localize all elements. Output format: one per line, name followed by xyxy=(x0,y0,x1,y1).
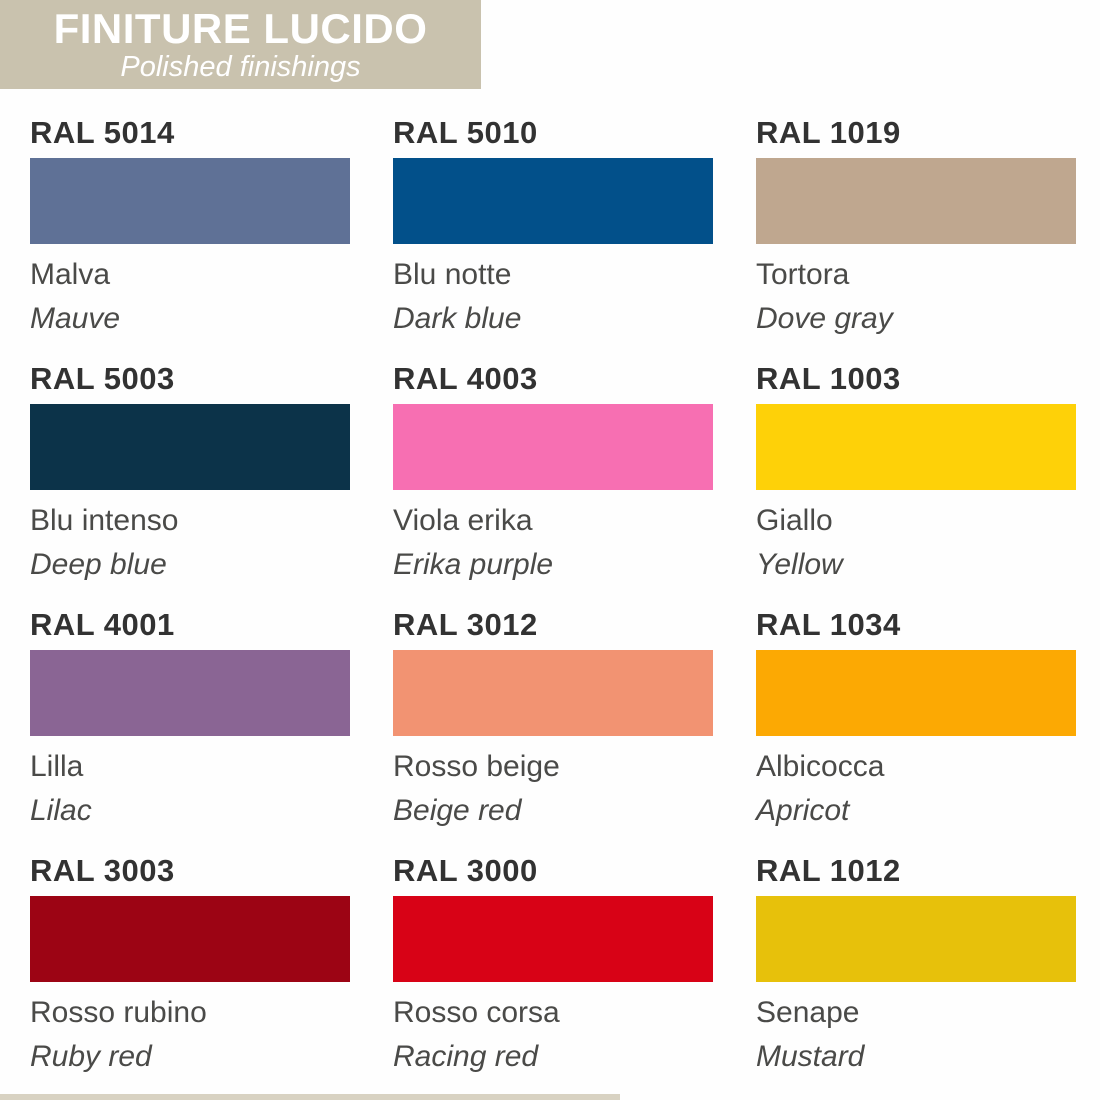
color-name-italian: Blu notte xyxy=(393,258,512,291)
color-name-english: Deep blue xyxy=(30,548,167,581)
color-swatch xyxy=(393,404,713,490)
next-section-banner-edge xyxy=(0,1094,620,1100)
ral-code: RAL 1003 xyxy=(756,361,901,396)
header-banner xyxy=(0,0,481,89)
ral-code: RAL 3012 xyxy=(393,607,538,642)
ral-code: RAL 3000 xyxy=(393,853,538,888)
color-name-english: Dark blue xyxy=(393,302,522,335)
color-name-english: Yellow xyxy=(756,548,843,581)
swatch-cell xyxy=(756,346,1076,592)
swatch-cell xyxy=(393,346,713,592)
ral-code: RAL 5014 xyxy=(30,115,175,150)
swatch-grid xyxy=(30,100,1076,1084)
color-swatch xyxy=(393,650,713,736)
color-name-italian: Tortora xyxy=(756,258,850,291)
color-name-italian: Viola erika xyxy=(393,504,533,537)
color-name-italian: Senape xyxy=(756,996,860,1029)
color-name-english: Racing red xyxy=(393,1040,539,1073)
color-name-italian: Blu intenso xyxy=(30,504,179,537)
ral-code: RAL 4003 xyxy=(393,361,538,396)
ral-code: RAL 5003 xyxy=(30,361,175,396)
color-name-english: Erika purple xyxy=(393,548,554,581)
color-name-english: Beige red xyxy=(393,794,522,827)
swatch-cell xyxy=(30,346,350,592)
color-name-english: Ruby red xyxy=(30,1040,152,1073)
ral-code: RAL 1019 xyxy=(756,115,901,150)
color-swatch xyxy=(756,404,1076,490)
color-name-english: Lilac xyxy=(30,794,92,827)
ral-code: RAL 3003 xyxy=(30,853,175,888)
color-name-italian: Rosso rubino xyxy=(30,996,207,1029)
swatch-cell xyxy=(756,100,1076,346)
color-swatch xyxy=(30,404,350,490)
swatch-cell xyxy=(30,838,350,1084)
color-swatch xyxy=(393,158,713,244)
color-name-italian: Rosso corsa xyxy=(393,996,560,1029)
page-subtitle: Polished finishings xyxy=(120,50,361,83)
swatch-cell xyxy=(756,592,1076,838)
swatch-cell xyxy=(393,592,713,838)
swatch-cell xyxy=(393,838,713,1084)
swatch-cell xyxy=(393,100,713,346)
color-swatch xyxy=(393,896,713,982)
color-swatch xyxy=(756,650,1076,736)
swatch-cell xyxy=(756,838,1076,1084)
color-swatch xyxy=(30,158,350,244)
swatch-cell xyxy=(30,592,350,838)
ral-code: RAL 1012 xyxy=(756,853,901,888)
color-name-english: Dove gray xyxy=(756,302,893,335)
page-title: FINITURE LUCIDO xyxy=(53,4,428,52)
color-name-italian: Rosso beige xyxy=(393,750,560,783)
color-name-english: Mauve xyxy=(30,302,121,335)
color-swatch xyxy=(756,158,1076,244)
ral-code: RAL 4001 xyxy=(30,607,175,642)
color-name-english: Apricot xyxy=(756,794,850,827)
color-name-italian: Malva xyxy=(30,258,111,291)
color-swatch xyxy=(30,896,350,982)
color-name-italian: Giallo xyxy=(756,504,833,537)
color-name-italian: Lilla xyxy=(30,750,84,783)
swatch-cell xyxy=(30,100,350,346)
ral-code: RAL 1034 xyxy=(756,607,901,642)
ral-code: RAL 5010 xyxy=(393,115,538,150)
color-name-english: Mustard xyxy=(756,1040,865,1073)
color-swatch xyxy=(756,896,1076,982)
color-name-italian: Albicocca xyxy=(756,750,885,783)
color-swatch xyxy=(30,650,350,736)
